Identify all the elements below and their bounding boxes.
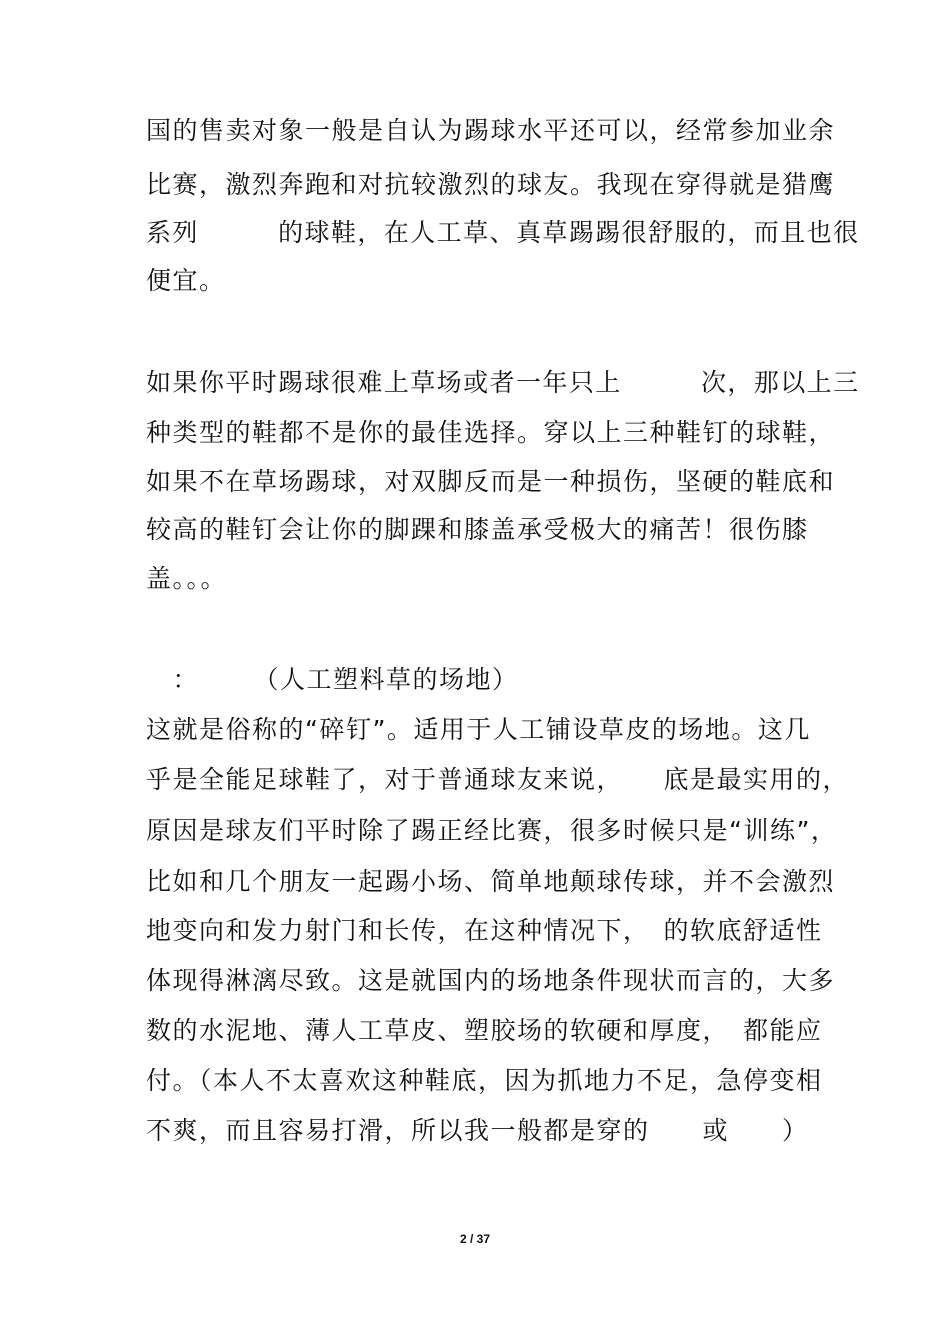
text-line: 便宜。 bbox=[146, 266, 226, 295]
text-line: 数的水泥地、薄人工草皮、塑胶场的软硬和厚度， 都能应 bbox=[146, 1016, 823, 1045]
page-number: 2 / 37 bbox=[459, 1232, 491, 1246]
text-line: 原因是球友们平时除了踢正经比赛，很多时候只是“训练”， bbox=[146, 816, 838, 845]
text-line: 国的售卖对象一般是自认为踢球水平还可以，经常参加业余 bbox=[146, 116, 836, 145]
text-line: 种类型的鞋都不是你的最佳选择。穿以上三种鞋钉的球鞋， bbox=[146, 418, 836, 447]
text-line: 较高的鞋钉会让你的脚踝和膝盖承受极大的痛苦！很伤膝 bbox=[146, 515, 809, 544]
text-line: 比赛，激烈奔跑和对抗较激烈的球友。我现在穿得就是猎鹰 bbox=[146, 170, 836, 199]
text-line: 比如和几个朋友一起踢小场、简单地颠球传球，并不会激烈 bbox=[146, 867, 836, 896]
text-line: 体现得淋漓尽致。这是就国内的场地条件现状而言的，大多 bbox=[146, 966, 836, 995]
text-line: 如果你平时踢球很难上草场或者一年只上 次，那以上三 bbox=[146, 368, 860, 397]
text-line: 盖。。。 bbox=[146, 564, 228, 593]
text-line: 乎是全能足球鞋了，对于普通球友来说， 底是最实用的， bbox=[146, 765, 850, 794]
text-line: 系列 的球鞋，在人工草、真草踢踢很舒服的，而且也很 bbox=[146, 218, 860, 247]
text-line: 这就是俗称的“碎钉”。适用于人工铺设草皮的场地。这几 bbox=[146, 715, 811, 744]
text-line: 不爽，而且容易打滑，所以我一般都是穿的 或 ） bbox=[146, 1116, 809, 1145]
section-heading: ： （人工塑料草的场地） bbox=[146, 665, 519, 694]
text-line: 地变向和发力射门和长传，在这种情况下， 的软底舒适性 bbox=[146, 916, 823, 945]
text-line: 付。（本人不太喜欢这种鞋底，因为抓地力不足，急停变相 bbox=[146, 1066, 823, 1095]
text-line: 如果不在草场踢球，对双脚反而是一种损伤，坚硬的鞋底和 bbox=[146, 467, 836, 496]
